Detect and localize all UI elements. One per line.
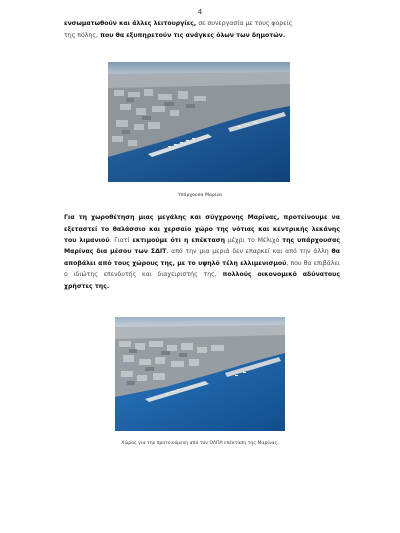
main-bold-2: εκτιμούμε ότι η επέκταση — [132, 237, 225, 244]
main-bold-4: θα αποβάλει από τους χώρους της, με το υψηλό τέλη ελλιμενισμού — [64, 248, 340, 267]
intro-normal-text: σε συνεργασία με τους φορείς — [196, 20, 293, 28]
intro-bold-text: ενσωματωθούν και άλλες λειτουργίες, — [64, 20, 197, 28]
main-normal-1: . Γιατί — [109, 237, 133, 244]
intro-bold-text-2: που θα εξυπηρετούν τις ανάγκες όλων των δημοτών. — [97, 31, 286, 39]
figure2-caption: Χώρος για την προτεινόμενη από τον ΟΛΠΑ επέκταση της Μαρίνας. — [121, 441, 279, 446]
proposed-extension-photo — [115, 317, 285, 431]
main-bold-5: πολλούς οικονομικό αδύνατους χρήστες της. — [64, 271, 340, 290]
intro-normal-text-2: της πόλης, — [64, 31, 98, 39]
figure1-caption: Υπάρχουσα Μαρίνα — [177, 193, 223, 198]
main-normal-4: , που θα επιβάλει ο ιδιώτης επενδυτής και διαχειριστής της, — [64, 259, 340, 279]
existing-marina-aerial-image — [108, 62, 290, 182]
main-bold-3: της υπάρχουσας Μαρίνας δια μέσου των ΣΔΙΤ — [64, 237, 341, 256]
existing-marina-photo — [108, 62, 290, 182]
main-normal-2: μέχρι το Μέλιχο — [224, 237, 283, 244]
main-bold-1: Για τη χωροθέτηση μιας μεγάλης και σύγχρονης Μαρίνας, προτείνουμε να εξεταστεί το θαλάσσιο και χερσαίο χώρο της νότιας και κεντρικής λεκάνης του λιμανιού — [64, 214, 340, 244]
main-paragraph — [64, 212, 340, 292]
intro-paragraph — [64, 18, 340, 41]
main-normal-3: , από την μια μεριά δεν επαρκεί και από την άλλη — [166, 248, 332, 256]
page-number: 4 — [197, 8, 203, 16]
proposed-extension-aerial-image — [115, 317, 285, 431]
